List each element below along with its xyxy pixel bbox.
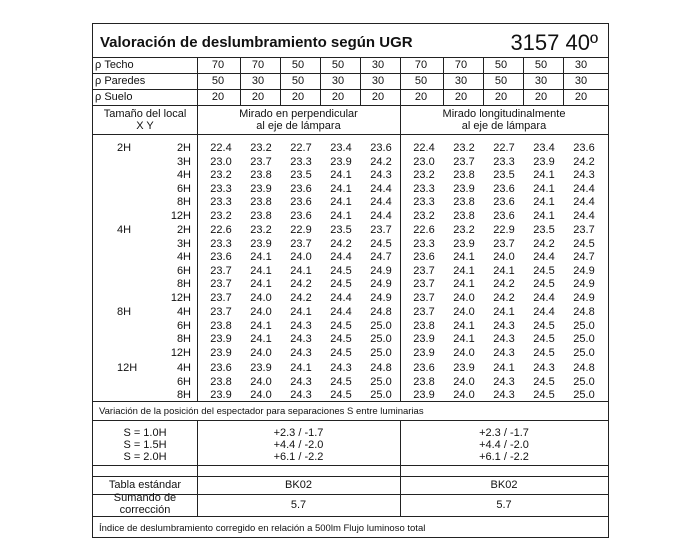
ugr-value-perpendicular: 25.0 (370, 376, 392, 388)
ugr-value-longitudinal: 23.0 (413, 156, 435, 168)
reflectance-value: 50 (494, 59, 508, 71)
ugr-value-perpendicular: 24.9 (370, 265, 392, 277)
ugr-value-longitudinal: 25.0 (573, 389, 595, 401)
ugr-value-longitudinal: 23.4 (533, 142, 555, 154)
ugr-value-perpendicular: 23.7 (210, 306, 232, 318)
ugr-value-longitudinal: 24.0 (453, 292, 475, 304)
ugr-value-longitudinal: 23.6 (573, 142, 595, 154)
ugr-value-longitudinal: 23.8 (413, 320, 435, 332)
rule-below-spacings (93, 465, 608, 466)
reflectance-value: 30 (371, 59, 385, 71)
ugr-value-longitudinal: 23.7 (413, 292, 435, 304)
rule-below-caption (93, 420, 608, 421)
ugr-value-perpendicular: 24.1 (330, 196, 352, 208)
spacing-label: S = 2.0H (123, 451, 167, 463)
reflectance-value: 50 (331, 59, 345, 71)
room-y-label: 8H (176, 196, 191, 208)
ugr-table-sheet (92, 23, 609, 538)
reflectance-label: ρ Techo (95, 59, 134, 71)
perpendicular-header-line2: al eje de lámpara (256, 120, 341, 132)
correction-label-line2: corrección (119, 504, 171, 516)
rule-reflectance (93, 73, 608, 74)
ugr-value-perpendicular: 23.7 (290, 238, 312, 250)
reflectance-value: 70 (251, 59, 265, 71)
ugr-value-longitudinal: 24.1 (453, 320, 475, 332)
spacing-perpendicular: +2.3 / -1.7 (273, 427, 324, 439)
ugr-value-longitudinal: 23.7 (413, 265, 435, 277)
standard-table-perp: BK02 (285, 479, 312, 491)
ugr-value-perpendicular: 23.6 (210, 362, 232, 374)
ugr-value-longitudinal: 23.7 (413, 278, 435, 290)
correction-perp: 5.7 (290, 499, 307, 511)
spacing-perpendicular: +4.4 / -2.0 (273, 439, 324, 451)
document-title: Valoración de deslumbramiento según UGR (100, 34, 413, 51)
ugr-value-perpendicular: 24.8 (370, 362, 392, 374)
ugr-value-perpendicular: 22.7 (290, 142, 312, 154)
spacing-label: S = 1.5H (123, 439, 167, 451)
ugr-value-perpendicular: 25.0 (370, 333, 392, 345)
ugr-value-longitudinal: 23.2 (453, 142, 475, 154)
ugr-value-longitudinal: 23.8 (453, 169, 475, 181)
ugr-value-longitudinal: 22.7 (493, 142, 515, 154)
ugr-value-longitudinal: 23.9 (453, 183, 475, 195)
ugr-value-longitudinal: 23.9 (453, 238, 475, 250)
ugr-value-perpendicular: 24.0 (250, 292, 272, 304)
ugr-value-perpendicular: 24.1 (250, 333, 272, 345)
ugr-value-longitudinal: 23.5 (533, 224, 555, 236)
ugr-value-perpendicular: 24.2 (290, 278, 312, 290)
reflectance-value: 20 (211, 91, 225, 103)
ugr-value-longitudinal: 23.9 (413, 333, 435, 345)
ugr-value-longitudinal: 24.1 (533, 210, 555, 222)
reflectance-value: 30 (454, 75, 468, 87)
ugr-value-longitudinal: 23.9 (413, 389, 435, 401)
ugr-value-longitudinal: 23.2 (453, 224, 475, 236)
reflectance-value: 30 (534, 75, 548, 87)
ugr-value-perpendicular: 24.1 (330, 210, 352, 222)
ugr-value-perpendicular: 24.2 (290, 292, 312, 304)
reflectance-value: 20 (291, 91, 305, 103)
reflectance-value: 30 (574, 59, 588, 71)
standard-table-long: BK02 (490, 479, 518, 491)
reflectance-value: 50 (494, 75, 508, 87)
luminaire-code: 3157 40º (510, 30, 598, 55)
ugr-value-perpendicular: 23.4 (330, 142, 352, 154)
footer-note: Índice de deslumbramiento corregido en relación a 500lm Flujo luminoso total (99, 523, 426, 534)
ugr-value-longitudinal: 24.8 (573, 306, 595, 318)
ugr-value-perpendicular: 23.5 (330, 224, 352, 236)
ugr-value-longitudinal: 24.5 (533, 320, 555, 332)
ugr-value-longitudinal: 23.6 (493, 210, 515, 222)
room-y-label: 12H (170, 347, 191, 359)
ugr-value-longitudinal: 24.5 (533, 265, 555, 277)
ugr-value-perpendicular: 24.5 (330, 376, 352, 388)
ugr-value-perpendicular: 23.6 (210, 251, 232, 263)
ugr-value-perpendicular: 23.7 (210, 292, 232, 304)
reflectance-value: 50 (211, 75, 225, 87)
ugr-value-longitudinal: 24.1 (533, 196, 555, 208)
ugr-value-longitudinal: 25.0 (573, 320, 595, 332)
ugr-value-longitudinal: 24.3 (493, 376, 515, 388)
ugr-value-perpendicular: 24.1 (290, 306, 312, 318)
ugr-value-perpendicular: 24.5 (330, 333, 352, 345)
room-y-label: 2H (176, 224, 191, 236)
ugr-value-perpendicular: 23.7 (250, 156, 272, 168)
ugr-value-longitudinal: 25.0 (573, 347, 595, 359)
room-y-label: 6H (176, 265, 191, 277)
room-size-header: Tamaño del local (103, 108, 187, 120)
reflectance-value: 20 (494, 91, 508, 103)
reflectance-value: 50 (291, 75, 305, 87)
spacing-longitudinal: +2.3 / -1.7 (479, 427, 529, 439)
ugr-value-perpendicular: 24.3 (290, 347, 312, 359)
ugr-value-perpendicular: 24.5 (330, 389, 352, 401)
ugr-value-perpendicular: 23.6 (290, 196, 312, 208)
ugr-value-perpendicular: 24.5 (330, 347, 352, 359)
ugr-value-perpendicular: 24.4 (370, 196, 392, 208)
ugr-value-perpendicular: 23.8 (250, 196, 272, 208)
reflectance-value: 20 (331, 91, 345, 103)
room-y-label: 12H (170, 210, 191, 222)
ugr-value-longitudinal: 23.9 (453, 362, 475, 374)
ugr-value-longitudinal: 24.3 (493, 347, 515, 359)
room-y-label: 3H (176, 238, 191, 250)
room-y-label: 4H (176, 251, 191, 263)
ugr-value-perpendicular: 23.2 (250, 224, 272, 236)
ugr-value-perpendicular: 24.1 (250, 265, 272, 277)
reflectance-value: 20 (454, 91, 468, 103)
ugr-value-longitudinal: 23.3 (413, 238, 435, 250)
ugr-value-longitudinal: 24.9 (573, 278, 595, 290)
ugr-value-perpendicular: 23.0 (210, 156, 232, 168)
ugr-value-perpendicular: 23.9 (210, 333, 232, 345)
ugr-value-longitudinal: 23.3 (413, 196, 435, 208)
ugr-value-longitudinal: 23.7 (573, 224, 595, 236)
ugr-value-longitudinal: 24.5 (533, 333, 555, 345)
ugr-value-longitudinal: 24.3 (493, 320, 515, 332)
ugr-value-perpendicular: 24.9 (370, 292, 392, 304)
reflectance-value: 20 (251, 91, 265, 103)
ugr-value-perpendicular: 23.8 (250, 169, 272, 181)
ugr-value-longitudinal: 24.7 (573, 251, 595, 263)
ugr-value-perpendicular: 25.0 (370, 320, 392, 332)
ugr-value-perpendicular: 23.2 (250, 142, 272, 154)
ugr-value-perpendicular: 24.5 (370, 238, 392, 250)
ugr-value-longitudinal: 23.8 (453, 196, 475, 208)
ugr-value-longitudinal: 24.2 (573, 156, 595, 168)
spacing-perpendicular: +6.1 / -2.2 (273, 451, 324, 463)
ugr-value-perpendicular: 24.7 (370, 251, 392, 263)
longitudinal-header-line2: al eje de lámpara (461, 120, 547, 132)
room-y-label: 4H (176, 169, 191, 181)
ugr-value-perpendicular: 23.6 (370, 142, 392, 154)
reflectance-value: 20 (574, 91, 588, 103)
ugr-value-longitudinal: 23.5 (493, 169, 515, 181)
ugr-value-longitudinal: 23.3 (493, 156, 515, 168)
ugr-value-longitudinal: 24.1 (533, 169, 555, 181)
ugr-value-longitudinal: 24.2 (493, 292, 515, 304)
ugr-value-perpendicular: 23.8 (210, 320, 232, 332)
ugr-value-longitudinal: 23.2 (413, 169, 435, 181)
ugr-value-perpendicular: 23.9 (250, 238, 272, 250)
ugr-value-longitudinal: 24.4 (533, 292, 555, 304)
ugr-value-longitudinal: 24.1 (453, 265, 475, 277)
ugr-value-longitudinal: 23.6 (493, 196, 515, 208)
rule-below-reflectance (93, 105, 608, 106)
rule-above-standard (93, 476, 608, 477)
ugr-value-longitudinal: 24.0 (453, 376, 475, 388)
ugr-value-perpendicular: 24.0 (290, 251, 312, 263)
ugr-value-perpendicular: 23.8 (250, 210, 272, 222)
ugr-value-perpendicular: 22.9 (290, 224, 312, 236)
ugr-value-longitudinal: 24.5 (533, 376, 555, 388)
ugr-value-longitudinal: 23.8 (453, 210, 475, 222)
ugr-value-longitudinal: 23.6 (413, 362, 435, 374)
reflectance-value: 30 (574, 75, 588, 87)
room-y-label: 6H (176, 376, 191, 388)
ugr-value-perpendicular: 24.9 (370, 278, 392, 290)
ugr-value-longitudinal: 24.1 (533, 183, 555, 195)
ugr-value-longitudinal: 24.4 (533, 251, 555, 263)
reflectance-value: 30 (251, 75, 265, 87)
ugr-value-longitudinal: 25.0 (573, 376, 595, 388)
room-x-label: 8H (117, 306, 132, 318)
reflectance-label: ρ Suelo (95, 91, 133, 103)
ugr-value-perpendicular: 23.2 (210, 169, 232, 181)
ugr-value-perpendicular: 23.5 (290, 169, 312, 181)
ugr-value-perpendicular: 24.5 (330, 278, 352, 290)
ugr-value-perpendicular: 24.5 (330, 265, 352, 277)
room-x-label: 4H (117, 224, 132, 236)
ugr-value-longitudinal: 23.7 (453, 156, 475, 168)
ugr-value-longitudinal: 24.3 (493, 389, 515, 401)
ugr-value-perpendicular: 24.0 (250, 306, 272, 318)
ugr-value-perpendicular: 24.1 (250, 251, 272, 263)
ugr-value-longitudinal: 24.4 (573, 210, 595, 222)
room-x-label: 12H (117, 362, 138, 374)
room-y-label: 8H (176, 278, 191, 290)
ugr-value-perpendicular: 23.3 (210, 183, 232, 195)
ugr-value-longitudinal: 24.2 (533, 238, 555, 250)
ugr-value-perpendicular: 23.8 (210, 376, 232, 388)
correction-label-line1: Sumando de (113, 492, 177, 504)
ugr-value-perpendicular: 23.6 (290, 183, 312, 195)
ugr-value-perpendicular: 24.1 (290, 362, 312, 374)
longitudinal-header-line1: Mirado longitudinalmente (442, 108, 566, 120)
reflectance-value: 70 (414, 59, 428, 71)
ugr-value-perpendicular: 24.0 (250, 376, 272, 388)
reflectance-value: 50 (414, 75, 428, 87)
ugr-value-perpendicular: 23.9 (330, 156, 352, 168)
room-y-label: 8H (176, 389, 191, 401)
ugr-value-perpendicular: 24.0 (250, 347, 272, 359)
room-y-label: 4H (176, 362, 191, 374)
ugr-value-longitudinal: 23.9 (533, 156, 555, 168)
variation-caption: Variación de la posición del espectador para separaciones S entre luminarias (99, 406, 424, 417)
ugr-value-perpendicular: 24.1 (330, 169, 352, 181)
ugr-value-longitudinal: 24.5 (533, 278, 555, 290)
ugr-value-longitudinal: 24.1 (493, 362, 515, 374)
ugr-value-perpendicular: 22.4 (210, 142, 232, 154)
ugr-value-perpendicular: 24.1 (250, 320, 272, 332)
ugr-value-longitudinal: 24.2 (493, 278, 515, 290)
spacing-longitudinal: +6.1 / -2.2 (479, 451, 529, 463)
ugr-value-longitudinal: 23.7 (493, 238, 515, 250)
ugr-value-perpendicular: 25.0 (370, 347, 392, 359)
ugr-value-perpendicular: 24.4 (330, 292, 352, 304)
ugr-value-longitudinal: 25.0 (573, 333, 595, 345)
ugr-value-longitudinal: 24.5 (573, 238, 595, 250)
ugr-value-longitudinal: 24.1 (453, 278, 475, 290)
ugr-value-longitudinal: 24.0 (453, 306, 475, 318)
reflectance-value: 50 (291, 59, 305, 71)
ugr-value-longitudinal: 23.6 (413, 251, 435, 263)
ugr-value-longitudinal: 23.8 (413, 376, 435, 388)
ugr-value-longitudinal: 24.0 (493, 251, 515, 263)
ugr-value-perpendicular: 24.3 (290, 376, 312, 388)
perpendicular-header-line1: Mirado en perpendicular (239, 108, 358, 120)
ugr-value-longitudinal: 24.0 (453, 347, 475, 359)
reflectance-value: 20 (534, 91, 548, 103)
spacing-longitudinal: +4.4 / -2.0 (479, 439, 529, 451)
ugr-value-perpendicular: 24.5 (330, 320, 352, 332)
rule-reflectance (93, 89, 608, 90)
ugr-value-longitudinal: 23.3 (413, 183, 435, 195)
ugr-value-longitudinal: 24.9 (573, 292, 595, 304)
reflectance-label: ρ Paredes (95, 75, 146, 87)
room-y-label: 8H (176, 333, 191, 345)
ugr-value-longitudinal: 24.3 (533, 362, 555, 374)
ugr-value-longitudinal: 24.1 (453, 251, 475, 263)
ugr-value-longitudinal: 24.4 (533, 306, 555, 318)
ugr-value-perpendicular: 23.3 (210, 238, 232, 250)
ugr-value-perpendicular: 24.3 (370, 169, 392, 181)
reflectance-value: 50 (534, 59, 548, 71)
ugr-value-perpendicular: 23.7 (370, 224, 392, 236)
ugr-value-perpendicular: 24.3 (290, 333, 312, 345)
ugr-value-longitudinal: 22.4 (413, 142, 435, 154)
room-y-label: 3H (176, 156, 191, 168)
ugr-value-longitudinal: 24.0 (453, 389, 475, 401)
reflectance-value: 20 (371, 91, 385, 103)
rule-below-title (93, 57, 608, 58)
ugr-value-longitudinal: 24.1 (453, 333, 475, 345)
ugr-value-perpendicular: 23.9 (210, 389, 232, 401)
ugr-value-perpendicular: 24.2 (370, 156, 392, 168)
room-y-label: 2H (176, 142, 191, 154)
ugr-value-perpendicular: 24.1 (330, 183, 352, 195)
ugr-value-longitudinal: 24.9 (573, 265, 595, 277)
ugr-value-perpendicular: 24.1 (290, 265, 312, 277)
reflectance-value: 30 (331, 75, 345, 87)
ugr-value-perpendicular: 24.4 (330, 251, 352, 263)
ugr-value-perpendicular: 24.2 (330, 238, 352, 250)
ugr-value-perpendicular: 23.3 (210, 196, 232, 208)
ugr-value-perpendicular: 23.6 (290, 210, 312, 222)
ugr-value-longitudinal: 24.1 (493, 265, 515, 277)
ugr-value-perpendicular: 24.3 (330, 362, 352, 374)
ugr-value-perpendicular: 23.2 (210, 210, 232, 222)
ugr-value-perpendicular: 23.7 (210, 278, 232, 290)
ugr-value-longitudinal: 24.8 (573, 362, 595, 374)
room-y-label: 12H (170, 292, 191, 304)
ugr-value-longitudinal: 24.5 (533, 389, 555, 401)
ugr-value-longitudinal: 24.4 (573, 183, 595, 195)
ugr-value-perpendicular: 24.3 (290, 320, 312, 332)
rule-below-column-headers (93, 134, 608, 135)
ugr-value-perpendicular: 25.0 (370, 389, 392, 401)
ugr-value-longitudinal: 23.6 (493, 183, 515, 195)
reflectance-value: 30 (371, 75, 385, 87)
room-y-label: 6H (176, 320, 191, 332)
ugr-value-longitudinal: 23.2 (413, 210, 435, 222)
ugr-value-perpendicular: 23.9 (250, 183, 272, 195)
ugr-value-longitudinal: 24.3 (573, 169, 595, 181)
ugr-value-perpendicular: 23.7 (210, 265, 232, 277)
ugr-value-longitudinal: 24.4 (573, 196, 595, 208)
ugr-value-perpendicular: 23.3 (290, 156, 312, 168)
room-y-label: 4H (176, 306, 191, 318)
ugr-value-perpendicular: 24.4 (370, 183, 392, 195)
room-x-label: 2H (117, 142, 132, 154)
ugr-value-perpendicular: 24.3 (290, 389, 312, 401)
ugr-value-perpendicular: 24.8 (370, 306, 392, 318)
ugr-value-perpendicular: 22.6 (210, 224, 232, 236)
ugr-value-longitudinal: 22.6 (413, 224, 435, 236)
ugr-value-perpendicular: 24.0 (250, 389, 272, 401)
ugr-value-perpendicular: 24.1 (250, 278, 272, 290)
reflectance-value: 20 (414, 91, 428, 103)
ugr-value-perpendicular: 24.4 (330, 306, 352, 318)
room-y-label: 6H (176, 183, 191, 195)
standard-table-label: Tabla estándar (108, 479, 182, 491)
ugr-value-perpendicular: 23.9 (210, 347, 232, 359)
ugr-value-longitudinal: 24.5 (533, 347, 555, 359)
correction-long: 5.7 (496, 499, 512, 511)
ugr-value-perpendicular: 24.4 (370, 210, 392, 222)
ugr-value-longitudinal: 23.9 (413, 347, 435, 359)
ugr-value-perpendicular: 23.9 (250, 362, 272, 374)
ugr-value-longitudinal: 24.1 (493, 306, 515, 318)
reflectance-value: 70 (211, 59, 225, 71)
ugr-value-longitudinal: 24.3 (493, 333, 515, 345)
room-xy-header: X Y (136, 120, 154, 132)
ugr-value-longitudinal: 23.7 (413, 306, 435, 318)
ugr-value-longitudinal: 22.9 (493, 224, 515, 236)
spacing-label: S = 1.0H (123, 427, 167, 439)
reflectance-value: 70 (454, 59, 468, 71)
